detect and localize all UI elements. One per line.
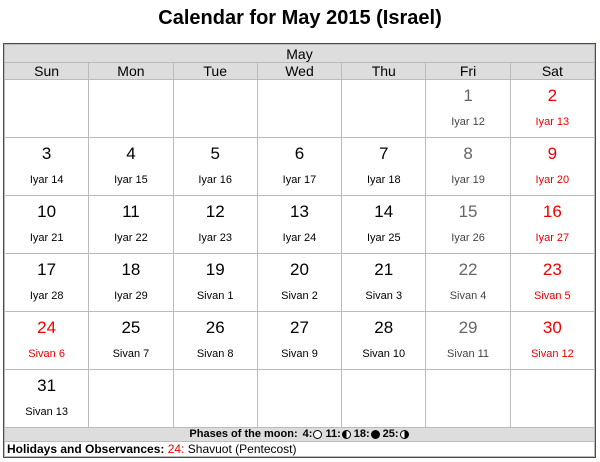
moon-phase-entry: [325, 428, 351, 440]
moon-phase-entry: [354, 428, 381, 440]
day-number: 31: [37, 376, 57, 395]
day-number: 17: [37, 260, 57, 279]
empty-day-cell: [173, 370, 257, 428]
week-row: [5, 80, 595, 138]
hebrew-date: Iyar 22: [114, 232, 148, 244]
page-title: Calendar for May 2015 (Israel): [158, 7, 442, 29]
day-number: 1: [463, 86, 473, 105]
empty-day-cell: [257, 80, 341, 138]
week-row: [5, 312, 595, 370]
day-number: 25: [121, 318, 141, 337]
day-number: 11: [122, 202, 140, 221]
day-cell[interactable]: [510, 312, 594, 370]
day-number: 8: [463, 144, 473, 163]
day-number: 24: [37, 318, 57, 337]
day-cell[interactable]: [510, 138, 594, 196]
day-number: 4: [126, 144, 136, 163]
calendar-table: [3, 43, 596, 458]
empty-day-cell: [510, 370, 594, 428]
moon-phases-row: [5, 428, 595, 442]
day-cell[interactable]: [5, 138, 89, 196]
moon-phase-day: 11:: [325, 428, 341, 440]
day-number: 13: [290, 202, 309, 221]
hebrew-date: Iyar 13: [535, 116, 570, 128]
holidays-row: [5, 442, 595, 457]
hebrew-date: Iyar 29: [114, 290, 148, 302]
empty-day-cell: [5, 80, 89, 138]
day-number: 3: [41, 144, 52, 163]
day-cell[interactable]: [342, 254, 426, 312]
full-moon-icon: [313, 430, 322, 439]
day-number: 27: [290, 318, 309, 337]
day-cell[interactable]: [510, 254, 594, 312]
day-number: 23: [542, 260, 562, 279]
day-cell[interactable]: [173, 312, 257, 370]
holiday-day: 24:: [167, 442, 185, 456]
day-cell[interactable]: [173, 138, 257, 196]
first-quarter-icon: [400, 430, 409, 439]
hebrew-date: Iyar 25: [366, 232, 401, 244]
hebrew-date: Sivan 1: [196, 290, 234, 302]
day-cell[interactable]: [426, 80, 510, 138]
day-cell[interactable]: [257, 254, 341, 312]
day-number: 30: [542, 318, 562, 337]
day-number: 16: [542, 202, 562, 221]
hebrew-date: Sivan 3: [365, 290, 403, 302]
day-number: 26: [205, 318, 225, 337]
weekday-header-thu: Thu: [342, 63, 426, 80]
weekday-header-wed: Wed: [257, 63, 341, 80]
weekday-header-mon: Mon: [89, 63, 173, 80]
hebrew-date: Sivan 2: [281, 290, 318, 302]
day-number: 12: [205, 202, 225, 221]
moon-phase-day: 25:: [382, 428, 399, 440]
moon-phase-entry: [383, 428, 410, 440]
hebrew-date: Iyar 27: [535, 232, 570, 244]
weekday-header-sat: Sat: [510, 63, 594, 80]
weekday-header-fri: Fri: [426, 63, 510, 80]
day-cell[interactable]: [426, 254, 510, 312]
day-cell[interactable]: [89, 138, 173, 196]
day-cell[interactable]: [426, 196, 510, 254]
hebrew-date: Iyar 15: [114, 174, 148, 186]
day-cell[interactable]: [5, 254, 89, 312]
hebrew-date: Sivan 13: [25, 406, 69, 418]
week-row: [5, 196, 595, 254]
day-cell[interactable]: [5, 196, 89, 254]
day-number: 7: [379, 144, 389, 163]
hebrew-date: Iyar 18: [366, 174, 401, 186]
last-quarter-icon: [342, 430, 351, 439]
hebrew-date: Iyar 23: [198, 232, 233, 244]
hebrew-date: Iyar 19: [451, 174, 485, 186]
week-row: [5, 138, 595, 196]
day-number: 15: [458, 202, 478, 221]
hebrew-date: Iyar 20: [535, 174, 570, 186]
hebrew-date: Sivan 4: [449, 290, 487, 302]
empty-day-cell: [89, 370, 173, 428]
day-number: 9: [547, 144, 558, 163]
hebrew-date: Iyar 21: [29, 232, 64, 244]
day-number: 2: [547, 86, 558, 105]
day-cell[interactable]: [342, 138, 426, 196]
day-cell[interactable]: [257, 312, 341, 370]
day-number: 18: [121, 260, 141, 279]
day-number: 20: [290, 260, 309, 279]
empty-day-cell: [426, 370, 510, 428]
hebrew-date: Iyar 12: [451, 116, 485, 128]
day-cell[interactable]: [89, 254, 173, 312]
weekday-header-sun: Sun: [5, 63, 89, 80]
hebrew-date: Sivan 10: [362, 348, 406, 360]
day-number: 28: [374, 318, 394, 337]
new-moon-icon: [371, 430, 380, 439]
holidays-list: [168, 442, 297, 456]
weekday-header-tue: Tue: [173, 63, 257, 80]
hebrew-date: Sivan 12: [530, 348, 574, 360]
day-cell[interactable]: [5, 370, 89, 428]
moon-phase-day: 4:: [302, 428, 313, 440]
day-cell[interactable]: [5, 312, 89, 370]
day-cell[interactable]: [510, 196, 594, 254]
empty-day-cell: [342, 370, 426, 428]
week-row: [5, 254, 595, 312]
day-number: 19: [205, 260, 225, 279]
day-number: 10: [37, 202, 57, 221]
empty-day-cell: [173, 80, 257, 138]
day-cell[interactable]: [342, 312, 426, 370]
day-cell[interactable]: [257, 138, 341, 196]
day-cell[interactable]: [173, 196, 257, 254]
month-header: May: [5, 45, 595, 63]
hebrew-date: Iyar 17: [282, 174, 317, 186]
day-cell[interactable]: [426, 138, 510, 196]
day-cell[interactable]: [426, 312, 510, 370]
day-cell[interactable]: [173, 254, 257, 312]
day-number: 6: [294, 144, 305, 163]
day-cell[interactable]: [510, 80, 594, 138]
hebrew-date: Sivan 5: [533, 290, 571, 302]
day-cell[interactable]: [89, 312, 173, 370]
moon-phases-label: Phases of the moon:: [189, 428, 298, 440]
holiday-entry[interactable]: [168, 442, 297, 456]
hebrew-date: Iyar 28: [29, 290, 64, 302]
hebrew-date: Iyar 26: [451, 232, 485, 244]
day-number: 29: [458, 318, 478, 337]
moon-phase-day: 18:: [353, 428, 370, 440]
hebrew-date: Sivan 9: [281, 348, 318, 360]
day-cell[interactable]: [89, 196, 173, 254]
day-number: 22: [458, 260, 478, 279]
hebrew-date: Iyar 14: [29, 174, 64, 186]
hebrew-date: Iyar 16: [198, 174, 233, 186]
week-row: [5, 370, 595, 428]
empty-day-cell: [89, 80, 173, 138]
empty-day-cell: [342, 80, 426, 138]
holidays-label: Holidays and Observances:: [7, 442, 165, 456]
moon-phase-entry: [303, 428, 324, 440]
holiday-name: Shavuot (Pentecost): [184, 442, 297, 456]
day-number: 14: [374, 202, 394, 221]
day-number: 5: [210, 144, 220, 163]
day-cell[interactable]: [342, 196, 426, 254]
hebrew-date: Iyar 24: [282, 232, 317, 244]
day-cell[interactable]: [257, 196, 341, 254]
moon-phases-list: [301, 428, 410, 440]
hebrew-date: Sivan 6: [28, 348, 65, 360]
hebrew-date: Sivan 7: [112, 348, 150, 360]
day-number: 21: [374, 260, 394, 279]
hebrew-date: Sivan 11: [447, 348, 490, 360]
empty-day-cell: [257, 370, 341, 428]
hebrew-date: Sivan 8: [196, 348, 234, 360]
